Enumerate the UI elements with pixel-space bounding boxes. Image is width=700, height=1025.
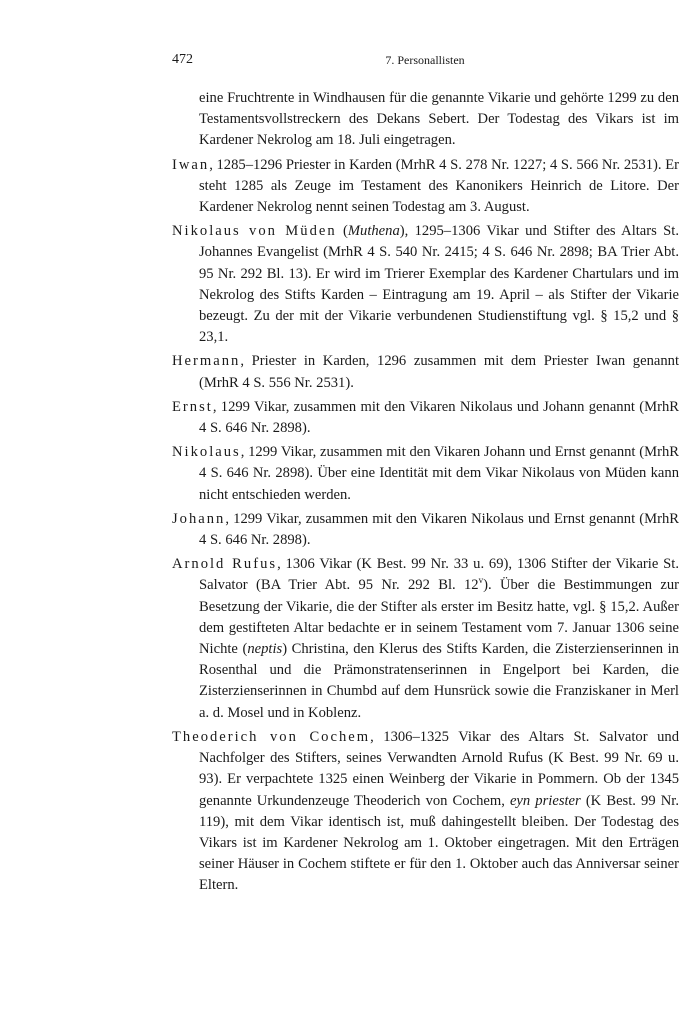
entry-name: Arnold Rufus [172, 556, 278, 573]
entry-ernst: Ernst, 1299 Vikar, zusammen mit den Vikaren Nikolaus und Johann genannt (MrhR 4 S. 646 Nr. 2898). [172, 398, 679, 437]
entry-name: Ernst [172, 398, 213, 415]
entry-continuation: eine Fruchtrente in Windhausen für die genannte Vikarie und gehörte 1299 zu den Testamentsvollstreckern des Dekans Sebert. Der Todestag des Vikars ist im Kardener Nekrolog am 18. Juli eingetragen. [199, 90, 679, 149]
entry-hermann: Hermann, Priester in Karden, 1296 zusammen mit dem Priester Iwan genannt (MrhR 4 S. 556 Nr. 2531). [172, 353, 679, 391]
entry-name: Hermann [172, 353, 241, 370]
entry-name: Nikolaus von Müden [172, 223, 337, 240]
entry-johann: Johann, 1299 Vikar, zusammen mit den Vikaren Nikolaus und Ernst genannt (MrhR 4 S. 646 Nr. 2898). [172, 510, 679, 549]
text-body [172, 88, 679, 900]
entry-nikolaus-von-mueden: Nikolaus von Müden (Muthena), 1295–1306 Vikar und Stifter des Altars St. Johannes Evangelist (MrhR 4 S. 540 Nr. 2415; 4 S. 646 Nr. 2898; BA Trier Abt. 95 Nr. 292 Bl. 13). Er wird im Trierer Exemplar des Kardener Chartulars und im Nekrolog des Stifts Karden – Eintragung am 19. April – als Stifter der Vikarie bezeugt. Zu der mit der Vikarie verbundenen Studienstiftung vgl. § 15,2 und § 23,1. [172, 223, 679, 346]
page-header [172, 52, 678, 72]
page-number: 472 [172, 52, 193, 67]
entry-name: Johann [172, 510, 226, 527]
entry-nikolaus: Nikolaus, 1299 Vikar, zusammen mit den Vikaren Johann und Ernst genannt (MrhR 4 S. 646 Nr. 2898). Über eine Identität mit dem Vikar Nikolaus von Müden kann nicht entschieden werden. [172, 444, 679, 503]
entry-theoderich-von-cochem: Theoderich von Cochem, 1306–1325 Vikar des Altars St. Salvator und Nachfolger des Stifters, seines Verwandten Arnold Rufus (K Best. 99 Nr. 69 u. 93). Er verpachtete 1325 einen Weinberg der Vikarie in Pommern. Ob der 1345 genannte Urkundenzeuge Theoderich von Cochem, eyn priester (K Best. 99 Nr. 119), mit dem Vikar identisch ist, muß dahingestellt bleiben. Der Todestag des Vikars ist im Kardener Nekrolog am 1. Oktober eingetragen. Mit den Erträgen seiner Häuser in Cochem stiftete er für den 1. Oktober auch das Anniversar seiner Eltern. [172, 728, 679, 894]
entry-name: Nikolaus [172, 444, 241, 461]
entry-iwan: Iwan, 1285–1296 Priester in Karden (MrhR 4 S. 278 Nr. 1227; 4 S. 566 Nr. 2531). Er steht 1285 als Zeuge im Testament des Kanonikers Heinrich de Litore. Der Kardener Nekrolog nennt seinen Todestag am 3. August. [172, 156, 679, 216]
entry-name: Iwan [172, 156, 210, 173]
entry-arnold-rufus: Arnold Rufus, 1306 Vikar (K Best. 99 Nr. 33 u. 69), 1306 Stifter der Vikarie St. Salvator (BA Trier Abt. 95 Nr. 292 Bl. 12$^v$). Über die Bestimmungen zur Besetzung der Vikarie, die der Stifter als erster im Besitz hatte, vgl. § 15,2. Außer dem gestifteten Altar bedachte er in seinem Testament vom 7. Januar 1306 seine Nichte (neptis) Christina, den Klerus des Stifts Karden, die Zisterzienserinnen in Rosenthal und die Prämonstratenserinnen in Engelport bei Karden, die Zisterzienserinnen in Chumbd auf dem Hunsrück sowie die Franziskaner in Merl a. d. Mosel und in Koblenz. [172, 556, 680, 721]
entry-name: Theoderich von Cochem [172, 728, 371, 745]
running-head: 7. Personallisten [385, 53, 465, 67]
